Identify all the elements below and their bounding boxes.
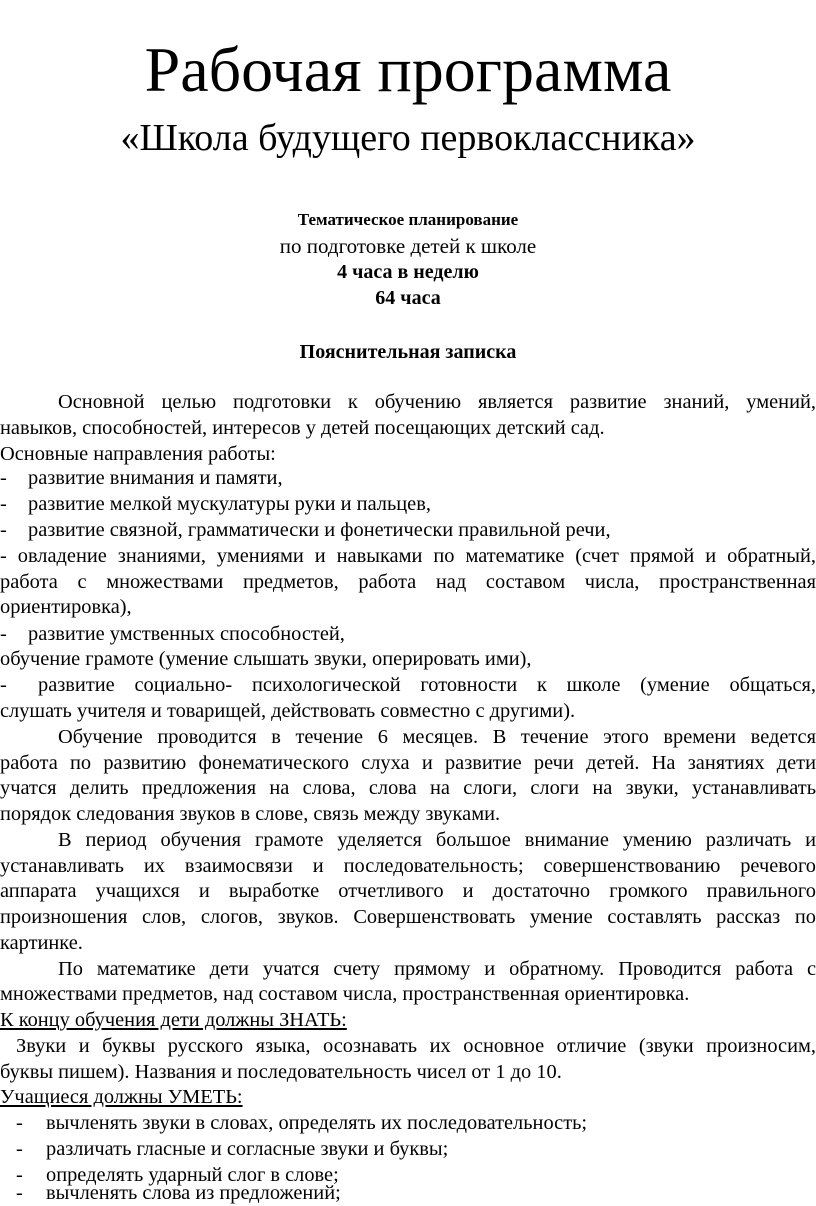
list-dash: - xyxy=(0,674,7,696)
paragraph-line: - овладение знаниями, умениями и навыками по математике (счет прямой и обратный, xyxy=(0,545,816,567)
paragraph-line: учатся делить предложения на слова, слова на слоги, слоги на звуки, устанавливать xyxy=(0,777,816,799)
paragraph-line: В период обучения грамоте уделяется большое внимание умению различать и xyxy=(58,829,816,851)
list-item-text: вычленять звуки в словах, определять их последовательность; xyxy=(46,1112,588,1134)
paragraph-line: множествами предметов, над составом числа, пространственная ориентировка. xyxy=(0,983,690,1005)
list-item-text: развитие связной, грамматически и фонетически правильной речи, xyxy=(28,519,611,541)
paragraph-line: работа по развитию фонематического слуха и развитие речи детей. На занятиях дети xyxy=(0,752,816,774)
paragraph-line: работа с множествами предметов, работа над составом числа, пространственная xyxy=(0,571,816,593)
list-item-text: вычленять слова из предложений; xyxy=(46,1182,341,1204)
list-item xyxy=(0,621,816,647)
paragraph-line: По математике дети учатся счету прямому и обратному. Проводится работа с xyxy=(58,958,816,980)
list-dash: - xyxy=(16,1182,23,1204)
list-item xyxy=(0,491,816,517)
list-dash: - xyxy=(16,1138,23,1160)
plan-hours-total: 64 часа xyxy=(375,287,441,309)
list-dash: - xyxy=(0,623,7,645)
list-item xyxy=(0,1136,816,1162)
list-dash: - xyxy=(16,1164,23,1186)
paragraph-line: Звуки и буквы русского языка, осознавать их основное отличие (звуки произносим, xyxy=(16,1035,816,1057)
paragraph-line: Основной целью подготовки к обучению является развитие знаний, умений, xyxy=(58,391,816,413)
paragraph-line: Основные направления работы: xyxy=(0,443,276,465)
paragraph-line: устанавливать их взаимосвязи и последовательность; совершенствованию речевого xyxy=(0,855,816,877)
paragraph-line: обучение грамоте (умение слышать звуки, оперировать ими), xyxy=(0,648,532,670)
program-subtitle: «Школа будущего первоклассника» xyxy=(120,117,696,159)
paragraph-line: произношения слов, слогов, звуков. Совершенствовать умение составлять рассказ по xyxy=(0,906,816,928)
list-item-text: определять ударный слог в слове; xyxy=(46,1164,339,1186)
paragraph-line: слушать учителя и товарищей, действовать совместно с другими). xyxy=(0,700,576,722)
paragraph-line: картинке. xyxy=(0,932,83,954)
know-heading: К концу обучения дети должны ЗНАТЬ: xyxy=(0,1009,347,1031)
paragraph-line: аппарата учащихся и выработке отчетливого и достаточно громкого правильного xyxy=(0,880,816,902)
paragraph-line: буквы пишем). Названия и последовательность чисел от 1 до 10. xyxy=(0,1061,562,1083)
list-item xyxy=(0,517,816,543)
list-dash: - xyxy=(16,1112,23,1134)
plan-hours-week: 4 часа в неделю xyxy=(337,261,479,283)
paragraph-line: ориентировка), xyxy=(0,596,132,618)
list-item xyxy=(0,1180,816,1206)
list-item-text: развитие умственных способностей, xyxy=(28,623,345,645)
paragraph-line: Обучение проводится в течение 6 месяцев. В течение этого времени ведется xyxy=(58,726,816,748)
plan-title: Тематическое планирование xyxy=(297,210,519,229)
plan-subtitle: по подготовке детей к школе xyxy=(279,234,537,258)
list-item-text: развитие социально- психологической готовности к школе (умение общаться, xyxy=(38,674,816,696)
list-item-text: развитие мелкой мускулатуры руки и пальцев, xyxy=(28,493,431,515)
list-dash: - xyxy=(0,493,7,515)
list-item xyxy=(0,465,816,491)
note-title: Пояснительная записка xyxy=(299,341,517,363)
paragraph-line: порядок следования звуков в слове, связь между звуками. xyxy=(0,803,501,825)
program-title: Рабочая программа xyxy=(144,34,672,105)
list-dash: - xyxy=(0,519,7,541)
list-item-text: различать гласные и согласные звуки и буквы; xyxy=(46,1138,449,1160)
list-item xyxy=(0,672,816,698)
list-item-text: развитие внимания и памяти, xyxy=(28,467,283,489)
paragraph-line: навыков, способностей, интересов у детей посещающих детский сад. xyxy=(0,417,605,439)
list-dash: - xyxy=(0,467,7,489)
skills-heading: Учащиеся должны УМЕТЬ: xyxy=(0,1086,243,1108)
list-item xyxy=(0,1110,816,1136)
